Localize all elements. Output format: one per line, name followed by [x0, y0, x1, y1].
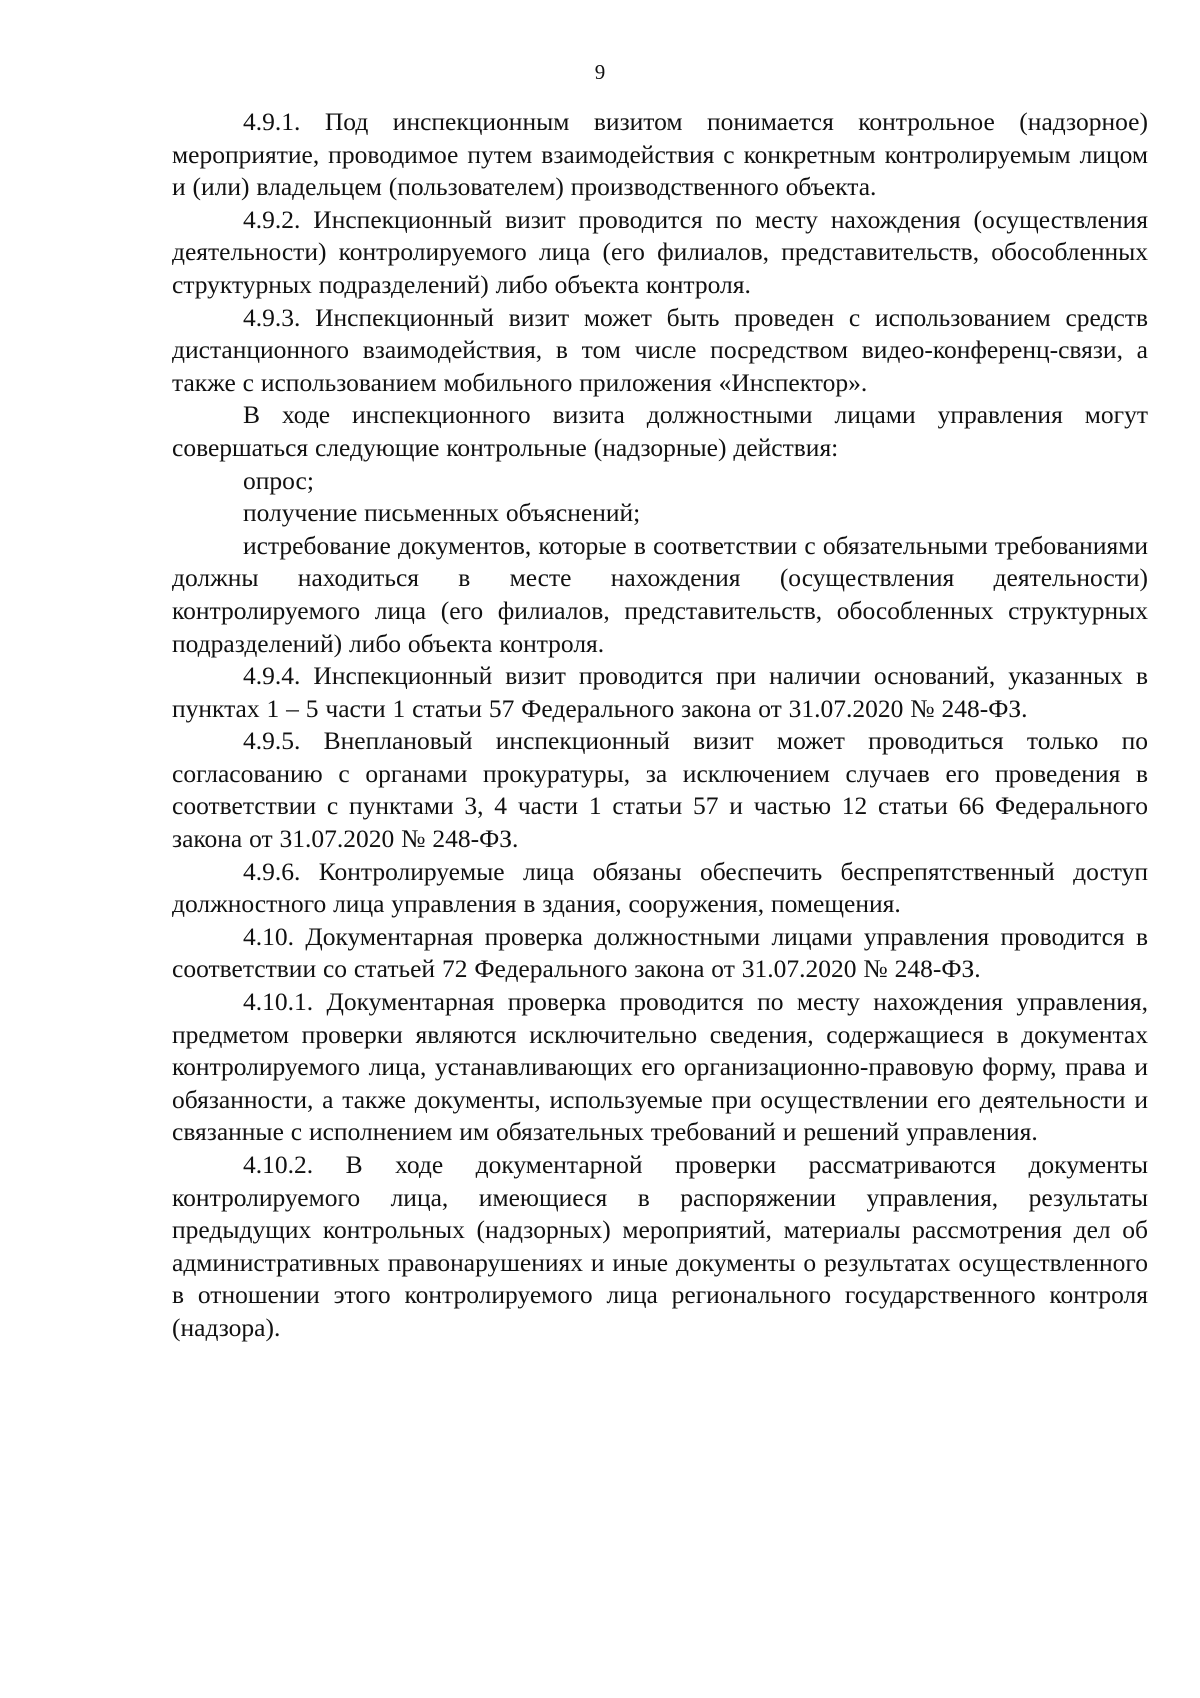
paragraph-4-10: 4.10. Документарная проверка должностными лицами управления проводится в соответствии со статьей 72 Федерального закона от 31.07.2020 № 248-ФЗ.: [172, 921, 1148, 984]
paragraph-4-10-2: 4.10.2. В ходе документарной проверки рассматриваются документы контролируемого лица, имеющиеся в распоряжении управления, результаты предыдущих контрольных (надзорных) мероприятий, материалы рассмотрения дел об административных правонарушениях и иные документы о результатах осуществленного в отношении этого контролируемого лица регионального государственного контроля (надзора).: [172, 1150, 1148, 1342]
paragraph-4-9-2: 4.9.2. Инспекционный визит проводится по месту нахождения (осуществления деятельности) контролируемого лица (его филиалов, представительств, обособленных структурных подразделений) либо объекта контроля.: [172, 204, 1148, 299]
list-item-survey: опрос;: [243, 465, 314, 495]
paragraph-inspection-actions-intro: В ходе инспекционного визита должностными лицами управления могут совершаться следующие контрольные (надзорные) действия:: [172, 400, 1148, 462]
page-number: 9: [594, 60, 606, 84]
paragraph-4-9-3: 4.9.3. Инспекционный визит может быть проведен с использованием средств дистанционного взаимодействия, в том числе посредством видео-конференц-связи, а также с использованием мобильного приложения «Инспектор».: [172, 302, 1148, 397]
list-item-document-request: истребование документов, которые в соответствии с обязательными требованиями должны находиться в месте нахождения (осуществления деятельности) контролируемого лица (его филиалов, представительств, обособленных структурных подразделений) либо объекта контроля.: [172, 530, 1148, 658]
document-body: [172, 106, 1148, 1345]
paragraph-4-9-6: 4.9.6. Контролируемые лица обязаны обеспечить беспрепятственный доступ должностного лица управления в здания, сооружения, помещения.: [172, 856, 1148, 919]
paragraph-4-9-1: 4.9.1. Под инспекционным визитом понимается контрольное (надзорное) мероприятие, проводимое путем взаимодействия с конкретным контролируемым лицом и (или) владельцем (пользователем) производственного объекта.: [172, 107, 1148, 202]
paragraph-4-9-4: 4.9.4. Инспекционный визит проводится при наличии оснований, указанных в пунктах 1 – 5 части 1 статьи 57 Федерального закона от 31.07.2020 № 248-ФЗ.: [172, 661, 1148, 723]
paragraph-4-9-5: 4.9.5. Внеплановый инспекционный визит может проводиться только по согласованию с органами прокуратуры, за исключением случаев его проведения в соответствии с пунктами 3, 4 части 1 статьи 57 и частью 12 статьи 66 Федерального закона от 31.07.2020 № 248-ФЗ.: [172, 726, 1148, 854]
paragraph-4-10-1: 4.10.1. Документарная проверка проводится по месту нахождения управления, предметом проверки являются исключительно сведения, содержащиеся в документах контролируемого лица, устанавливающих его организационно-правовую форму, права и обязанности, а также документы, используемые при осуществлении его деятельности и связанные с исполнением им обязательных требований и решений управления.: [172, 987, 1148, 1147]
list-item-written-explanations: получение письменных объяснений;: [243, 498, 641, 528]
